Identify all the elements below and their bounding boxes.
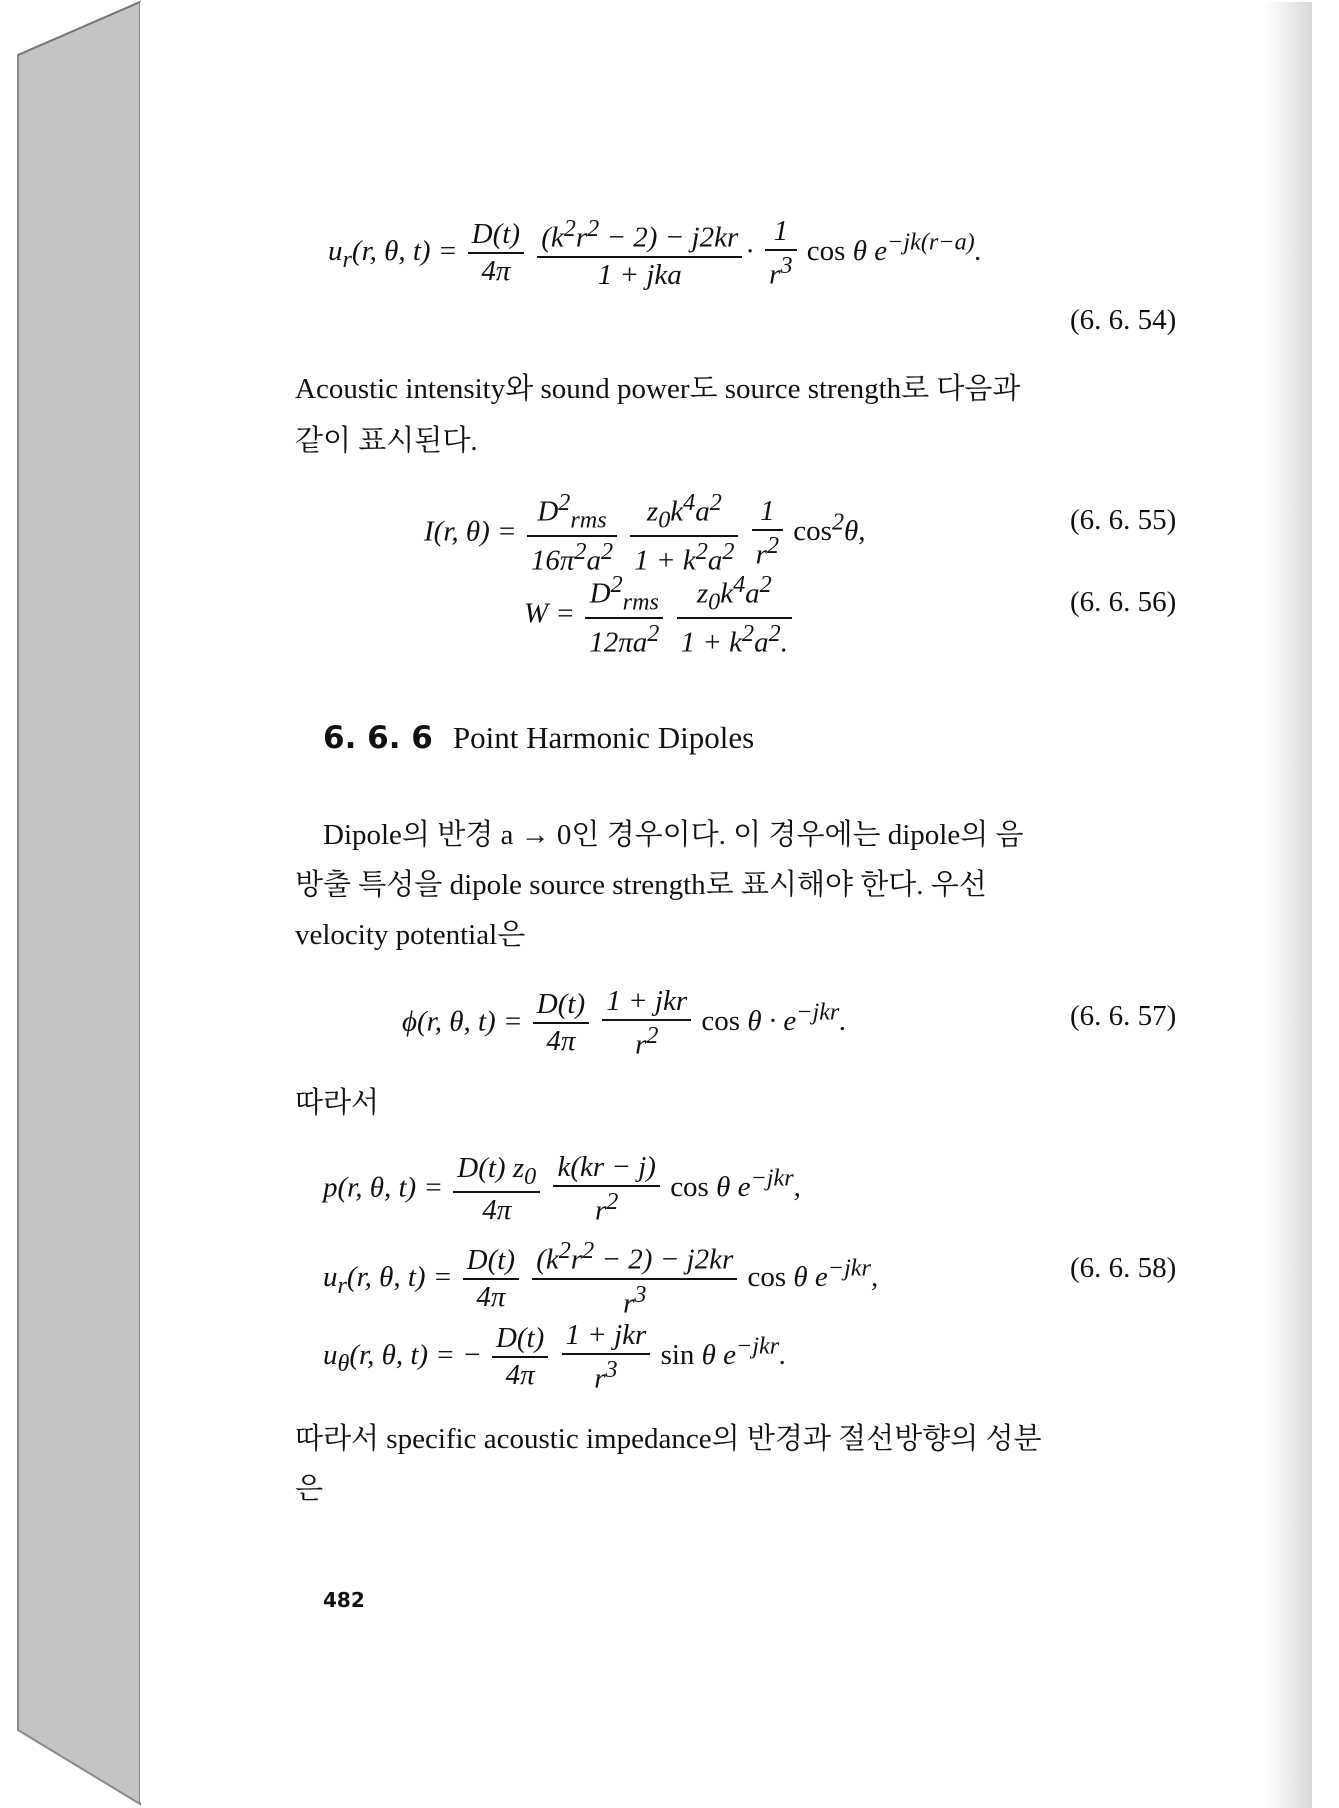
equation-part: $u_r(r$, θ, t) = [323, 1260, 453, 1299]
equation-part: 1 [765, 216, 796, 251]
equation-part: $(k^2r^2 - 2) - j2kr$ [537, 216, 742, 258]
equation-part: k(kr − j) [553, 1152, 659, 1187]
equation-part: $D^2_{rms}$ [585, 572, 663, 619]
equation-part: 4π [505, 1359, 535, 1392]
equation-number-55: (6. 6. 55) [1070, 504, 1177, 536]
equation-6-6-57 [402, 986, 847, 1061]
paragraph-line: velocity potential은 [295, 919, 526, 951]
equation-part: $\cos \theta \cdot e^{-jkr}$. [701, 998, 847, 1038]
equation-part: $r^2$ [635, 1021, 659, 1061]
equation-part: W = [524, 597, 575, 630]
equation-6-6-58-utheta [323, 1320, 786, 1395]
equation-part: $z_0k^4a^2$ [630, 490, 738, 537]
equation-part: 4π [482, 1193, 512, 1226]
equation-part: 4π [481, 255, 511, 288]
equation-number-56: (6. 6. 56) [1070, 586, 1177, 618]
equation-number-58: (6. 6. 58) [1070, 1252, 1177, 1284]
equation-part: 4π [546, 1025, 576, 1058]
equation-number-54: (6. 6. 54) [1070, 304, 1177, 336]
book-page [140, 2, 1312, 1802]
equation-part: D(t) [533, 989, 589, 1024]
equation-part: $r^3$ [594, 1355, 618, 1395]
equation-part: 1 + jka [597, 258, 682, 291]
paragraph-line: 방출 특성을 dipole source strength로 표시해야 한다. 우선 [295, 869, 987, 901]
equation-6-6-56 [524, 572, 795, 660]
page-number: 482 [323, 1588, 365, 1612]
equation-part: $r^3$ [769, 251, 793, 291]
paragraph-line: 같이 표시된다. [295, 425, 478, 457]
equation-part: $u_\theta(r$, θ, t) = − [323, 1339, 482, 1378]
equation-part: $12\pi a^2$ [589, 620, 660, 659]
paragraph-line: 따라서 specific acoustic impedance의 반경과 절선방향의 성분 [295, 1423, 1042, 1455]
equation-part: sin θ $e^{-jkr}$. [660, 1332, 787, 1372]
equation-part: $1 + k^2a^2$ [634, 538, 735, 577]
equation-part: D(t) [468, 219, 524, 254]
equation-6-6-54 [328, 216, 982, 291]
equation-part: I(r, θ) = [424, 515, 517, 548]
section-title: Point Harmonic Dipoles [452, 720, 755, 755]
equation-part: $16\pi^2a^2$ [530, 538, 614, 577]
paragraph-line: Dipole의 반경 a → 0인 경우이다. 이 경우에는 dipole의 음 [323, 819, 1024, 851]
section-number: 6. 6. 6 [323, 720, 433, 756]
equation-part: cos θ $e^{-jkr}$, [747, 1254, 879, 1293]
equation-part: $r^2$ [595, 1187, 619, 1227]
equation-6-6-58-p [323, 1152, 801, 1227]
equation-part: $(k^2r^2 - 2) - j2kr$ [532, 1238, 737, 1280]
equation-6-6-55 [424, 490, 866, 578]
equation-part: cos θ $e^{-jkr}$, [670, 1164, 801, 1204]
equation-part: 4π [476, 1280, 506, 1313]
equation-part: 1 + jkr [562, 1320, 651, 1355]
equation-part: ϕ(r, θ, t) = [402, 1005, 523, 1038]
equation-part: $D^2_{rms}$ [527, 490, 617, 537]
equation-part: p(r, θ, t) = [323, 1171, 444, 1204]
equation-part: 1 + jkr [602, 986, 691, 1021]
paragraph-line: 따라서 [295, 1087, 380, 1119]
equation-part: · [745, 235, 755, 268]
equation-part: D(t) [463, 1245, 519, 1280]
equation-part: D(t) $z_0$ [453, 1153, 540, 1193]
paragraph-line: Acoustic intensity와 sound power도 source strength로 다음과 [295, 373, 1021, 405]
paragraph-line: 은 [295, 1473, 324, 1505]
section-heading [323, 720, 754, 756]
equation-part: D(t) [492, 1323, 548, 1358]
equation-part: $u_r(r$, θ, t) = [328, 235, 458, 274]
equation-6-6-58-ur [323, 1238, 878, 1320]
equation-part: $z_0k^4a^2$ [677, 572, 792, 619]
equation-part: $r^2$ [755, 531, 780, 571]
equation-part: $1 + k^2a^2$. [680, 620, 788, 659]
equation-part: $r^3$ [623, 1280, 647, 1320]
equation-part: cos θ $e^{-jk(r-a)}$. [806, 228, 982, 268]
equation-number-57: (6. 6. 57) [1070, 1000, 1177, 1032]
page-edge-shadow [1264, 2, 1312, 1808]
equation-part: $\cos^2\theta$, [793, 508, 866, 548]
equation-part: 1 [752, 496, 783, 531]
